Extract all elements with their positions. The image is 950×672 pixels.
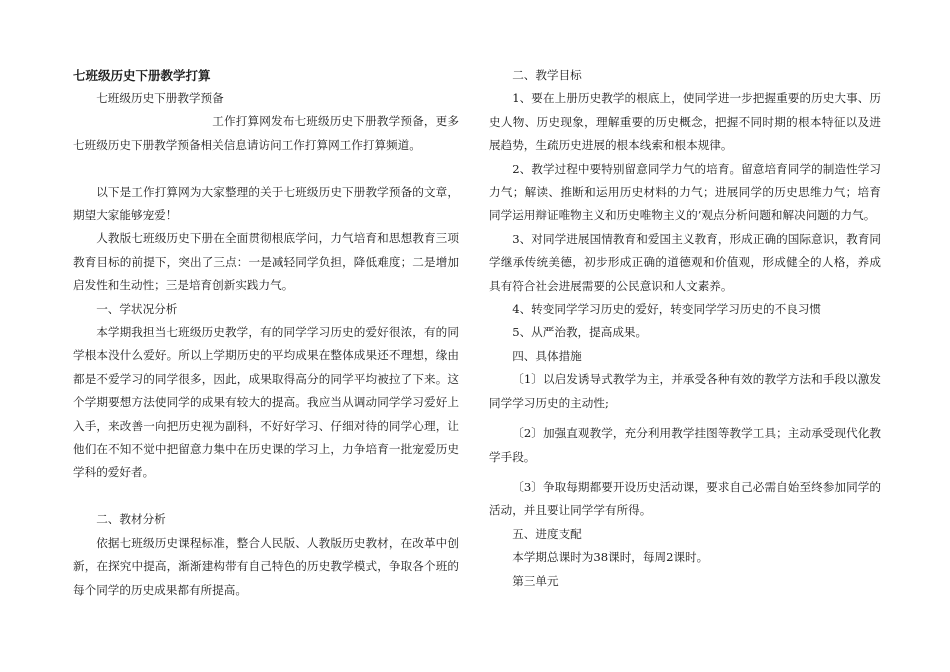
unit-heading: 第三单元 (512, 573, 559, 588)
measure-item-2: 〔2〕加强直观教学，充分利用教学挂图等教学工具；主动承受现代化教学手段。 (489, 426, 881, 464)
schedule-paragraph: 本学期总课时为38课时，每周2课时。 (512, 550, 709, 565)
goal-item-5: 5、从严治教，提高成果。 (512, 325, 648, 340)
situation-paragraph: 本学期我担当七班级历史教学，有的同学学习历史的爱好很浓，有的同学根本没什么爱好。所以上学期历史的平均成果在整体成果还不理想，缘由都是不爱学习的同学很多，因此，成果取得高分的同学平均被拉了下来。这个学期要想方法使同学的成果有较大的提高。我应当从调动同学学习爱好上入手，来改善一向把历史视为副科，不好好学习、仔细对待的同学心理，让他们在不知不觉中把留意力集中在历史课的学习上，力争培育一批宠爱历史学科的爱好者。 (73, 325, 459, 480)
spacer (73, 157, 459, 180)
spacer (489, 469, 881, 476)
publish-note: 工作打算网发布七班级历史下册教学预备，更多七班级历史下册教学预备相关信息请访问工作打算网工作打算频道。 (73, 114, 459, 152)
intro-paragraph: 以下是工作打算网为大家整理的关于七班级历史下册教学预备的文章，期望大家能够宠爱！ (73, 184, 459, 223)
document-subtitle: 七班级历史下册教学预备 (96, 91, 224, 105)
overview-paragraph: 人教版七班级历史下册在全面贯彻根底学问，力气培育和思想教育三项教育目标的前提下，突出了三点：一是减轻同学负担，降低难度；二是增加启发性和生动性；三是培育创新实践力气。 (73, 231, 459, 293)
left-column (73, 64, 459, 602)
goal-item-4: 4、转变同学学习历史的爱好，转变同学学习历史的不良习惯 (512, 302, 822, 317)
section-heading-textbook: 二、教材分析 (96, 512, 166, 527)
goal-item-3: 3、对同学进展国情教育和爱国主义教育，形成正确的国际意识，教育同学继承传统美德，初步形成正确的道德观和价值观，形成健全的人格，养成具有符合社会进展需要的公民意识和人文素养。 (489, 231, 881, 293)
measure-item-1: 〔1〕以启发诱导式教学为主，并承受各种有效的教学方法和手段以激发同学学习历史的主动性; (489, 372, 881, 410)
spacer (73, 485, 459, 508)
document-title: 七班级历史下册教学打算 (73, 68, 211, 83)
section-heading-goals: 二、教学目标 (512, 68, 582, 82)
goal-item-2: 2、教学过程中要特别留意同学力气的培育。留意培育同学的制造性学习力气；解读、推断和运用历史材料的力气；进展同学的历史思维力气；培育同学运用辩证唯物主义和历史唯物主义的’观点分析问题和解决问题的力气。 (489, 161, 881, 223)
goal-item-1: 1、要在上册历史教学的根底上，使同学进一步把握重要的历史大事、历史人物、历史现象，理解重要的历史概念，把握不同时期的根本特征以及进展趋势，生疏历史进展的根本线索和根本规律。 (489, 91, 881, 153)
measure-item-3: 〔3〕争取每期都要开设历史活动课，要求自己必需自始至终参加同学的活动，并且要让同学学有所得。 (489, 479, 881, 518)
textbook-paragraph: 依据七班级历史课程标准，整合人民版、人教版历史教材，在改革中创新，在探究中提高，渐渐建构带有自己特色的历史教学模式，争取各个班的每个同学的历史成果都有所提高。 (73, 535, 459, 597)
right-column (489, 64, 881, 593)
section-heading-measures: 四、具体措施 (512, 348, 582, 363)
section-heading-situation: 一、学状况分析 (96, 301, 178, 316)
section-heading-schedule: 五、进度支配 (512, 526, 582, 541)
spacer (489, 415, 881, 422)
